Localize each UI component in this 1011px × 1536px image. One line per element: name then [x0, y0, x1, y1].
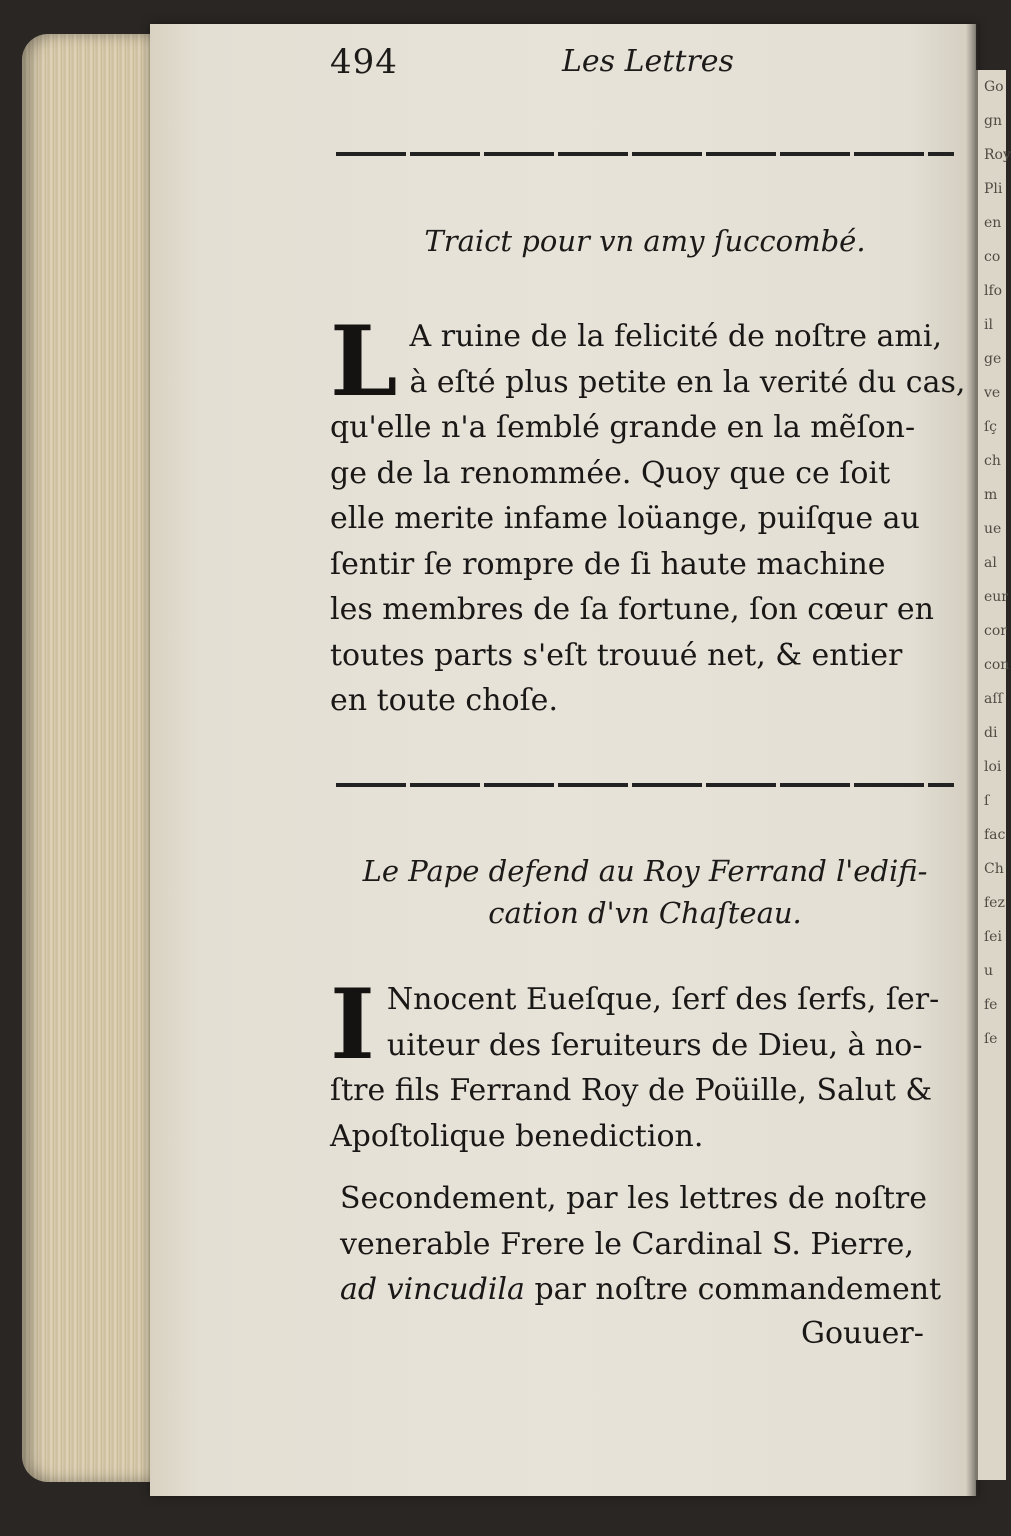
- text-line: ſtre fils Ferrand Roy de Poüille, Salut &: [330, 1073, 933, 1108]
- facing-page-fragment: fe: [984, 997, 998, 1013]
- facing-page-fragment: ve: [984, 385, 1001, 401]
- text-line: ge de la renommée. Quoy que ce ſoit: [330, 455, 891, 491]
- heading-line: cation d'vn Chaſteau.: [488, 896, 802, 930]
- facing-page-fragment: Roy: [984, 147, 1011, 163]
- text-line: les membres de ſa fortune, ſon cœur en: [330, 592, 934, 627]
- text-line: elle merite infame loüange, puiſque au: [330, 501, 920, 536]
- facing-page-fragment: aſſ: [984, 691, 1003, 707]
- text-fragment: par noſtre commandement: [524, 1272, 942, 1307]
- facing-page-fragment: en: [984, 215, 1002, 231]
- text-line: ſentir ſe rompre de ſi haute machine: [330, 546, 886, 582]
- catchword: Gouuer-: [801, 1316, 924, 1351]
- facing-page-fragment: Pli: [984, 181, 1003, 197]
- facing-page-fragment: ſç: [984, 419, 998, 435]
- facing-page-fragment: il: [984, 317, 993, 333]
- drop-cap: L: [330, 305, 398, 418]
- page-number: 494: [330, 42, 398, 82]
- latin-phrase: ad vincudila: [340, 1272, 525, 1307]
- text-line: uiteur des ſeruiteurs de Dieu, à no-: [386, 1027, 923, 1063]
- facing-page-fragment: fac: [984, 827, 1006, 843]
- facing-page-fragment: Ch: [984, 861, 1004, 877]
- facing-page-fragment: co: [984, 249, 1001, 265]
- text-line: en toute choſe.: [330, 683, 558, 718]
- text-line: A ruine de la felicité de noſtre ami,: [409, 319, 942, 354]
- facing-page-fragment: fez: [984, 895, 1005, 911]
- text-line: qu'elle n'a ſemblé grande en la mẽſon-: [330, 410, 916, 445]
- drop-cap: I: [330, 968, 375, 1081]
- text-line: toutes parts s'eſt trouué net, & entier: [330, 637, 903, 673]
- facing-page-fragment: loi: [984, 759, 1002, 775]
- section-heading: Traict pour vn amy ſuccombé.: [424, 224, 866, 258]
- text-line: Secondement, par les lettres de noſtre: [340, 1181, 927, 1216]
- facing-page-fragment: u: [984, 963, 994, 979]
- facing-page-fragment: lfo: [984, 283, 1003, 299]
- facing-page-fragment: eur: [984, 589, 1008, 605]
- ornamental-rule: [336, 783, 954, 787]
- facing-page-fragment: al: [984, 555, 997, 571]
- letter-body: [330, 968, 952, 1159]
- heading-line: Le Pape defend au Roy Ferrand l'edifi-: [362, 854, 928, 888]
- running-head: Les Lettres: [562, 44, 734, 79]
- facing-page-fragment: con: [984, 657, 1010, 673]
- facing-page-fragment: ſei: [984, 929, 1002, 945]
- facing-page-fragment: gn: [984, 113, 1002, 129]
- facing-page-fragment: di: [984, 725, 998, 741]
- facing-page-fragment: cor: [984, 623, 1007, 639]
- facing-page-fragment: ſ: [984, 793, 990, 809]
- facing-page-fragment: m: [984, 487, 998, 503]
- facing-page-fragment: ue: [984, 521, 1002, 537]
- text-line: à eſté plus petite en la verité du cas,: [409, 364, 966, 400]
- facing-page-edge: [976, 70, 1011, 1480]
- letter-body-continued: [340, 1176, 952, 1313]
- text-line: Apoſtolique benediction.: [330, 1118, 704, 1154]
- text-line: venerable Frere le Cardinal S. Pierre,: [340, 1226, 914, 1262]
- facing-page-fragment: Go: [984, 79, 1004, 95]
- facing-page-fragment: ge: [984, 351, 1002, 367]
- text-line: Nnocent Eueſque, ſerf des ſerfs, ſer-: [386, 982, 940, 1017]
- ornamental-rule: [336, 152, 954, 156]
- facing-page-fragment: ch: [984, 453, 1001, 469]
- facing-page-fragment: ſe: [984, 1031, 998, 1047]
- section-heading: [336, 850, 954, 934]
- text-line: [340, 1267, 952, 1313]
- book-page: [150, 24, 976, 1496]
- letter-body: [330, 305, 966, 724]
